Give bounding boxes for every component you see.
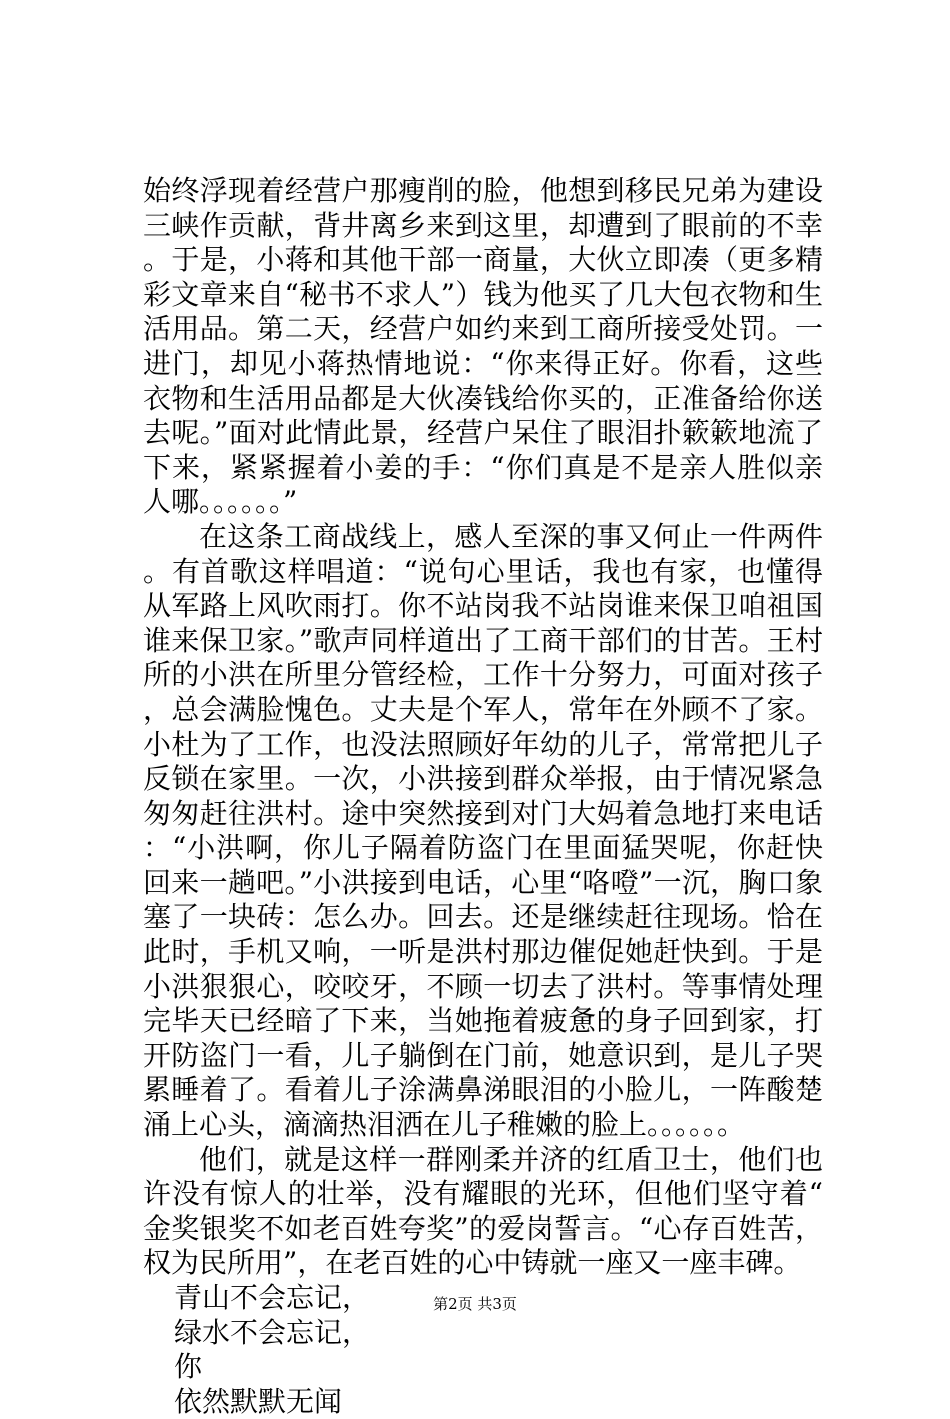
poem-line: 青山不会忘记， — [174, 1281, 371, 1314]
paragraph-2: 在这条工商战线上，感人至深的事又何止一件两件。有首歌这样唱道：“说句心里话，我也有家，也懂得从军路上风吹雨打。你不站岗我不站岗谁来保卫咱祖国谁来保卫家。”歌声同样道出了工商干部们的甘苦。王村所的小洪在所里分管经检，工作十分努力，可面对孩子，总会满脸愧色。丈夫是个军人，常年在外顾不了家。小杜为了工作，也没法照顾好年幼的儿子，常常把儿子反锁在家里。一次，小洪接到群众举报，由于情况紧急匆匆赶往洪村。途中突然接到对门大妈着急地打来电话：“小洪啊，你儿子隔着防盗门在里面猛哭呢，你赶快回来一趟吧。”小洪接到电话，心里“咯噔”一沉，胸口象塞了一块砖：怎么办。回去。还是继续赶往现场。恰在此时，手机又响，一听是洪村那边催促她赶快到。于是小洪狠狠心，咬咬牙，不顾一切去了洪村。等事情处理完毕天已经暗了下来，当她拖着疲惫的身子回到家，打开防盗门一看，儿子躺倒在门前，她意识到，是儿子哭累睡着了。看着儿子涂满鼻涕眼泪的小脸儿，一阵酸楚涌上心头，滴滴热泪洒在儿子稚嫩的脸上。。。。。。 — [143, 519, 823, 1142]
paragraph-1: 始终浮现着经营户那瘦削的脸，他想到移民兄弟为建设三峡作贡献，背井离乡来到这里，却遭到了眼前的不幸。于是，小蒋和其他干部一商量，大伙立即凑（更多精彩文章来自“秘书不求人”）钱为他买了几大包衣物和生活用品。第二天，经营户如约来到工商所接受处罚。一进门，却见小蒋热情地说：“你来得正好。你看，这些衣物和生活用品都是大伙凑钱给你买的，正准备给你送去呢。”面对此情此景，经营户呆住了眼泪扑簌簌地流了下来，紧紧握着小姜的手：“你们真是不是亲人胜似亲人哪。。。。。。” — [143, 174, 823, 519]
poem-line: 依然默默无闻 — [174, 1384, 343, 1418]
paragraph-3: 他们，就是这样一群刚柔并济的红盾卫士，他们也许没有惊人的壮举，没有耀眼的光环，但他们坚守着“金奖银奖不如老百姓夸奖”的爱岗誓言。“心存百姓苦，权为民所用”，在老百姓的心中铸就一座又一座丰碑。 — [143, 1142, 823, 1280]
page-number-footer: 第2页 共3页 — [433, 1295, 517, 1313]
poem-line: 你 — [174, 1350, 203, 1384]
document-body — [143, 174, 823, 1419]
poem-line: 绿水不会忘记， — [174, 1315, 371, 1349]
